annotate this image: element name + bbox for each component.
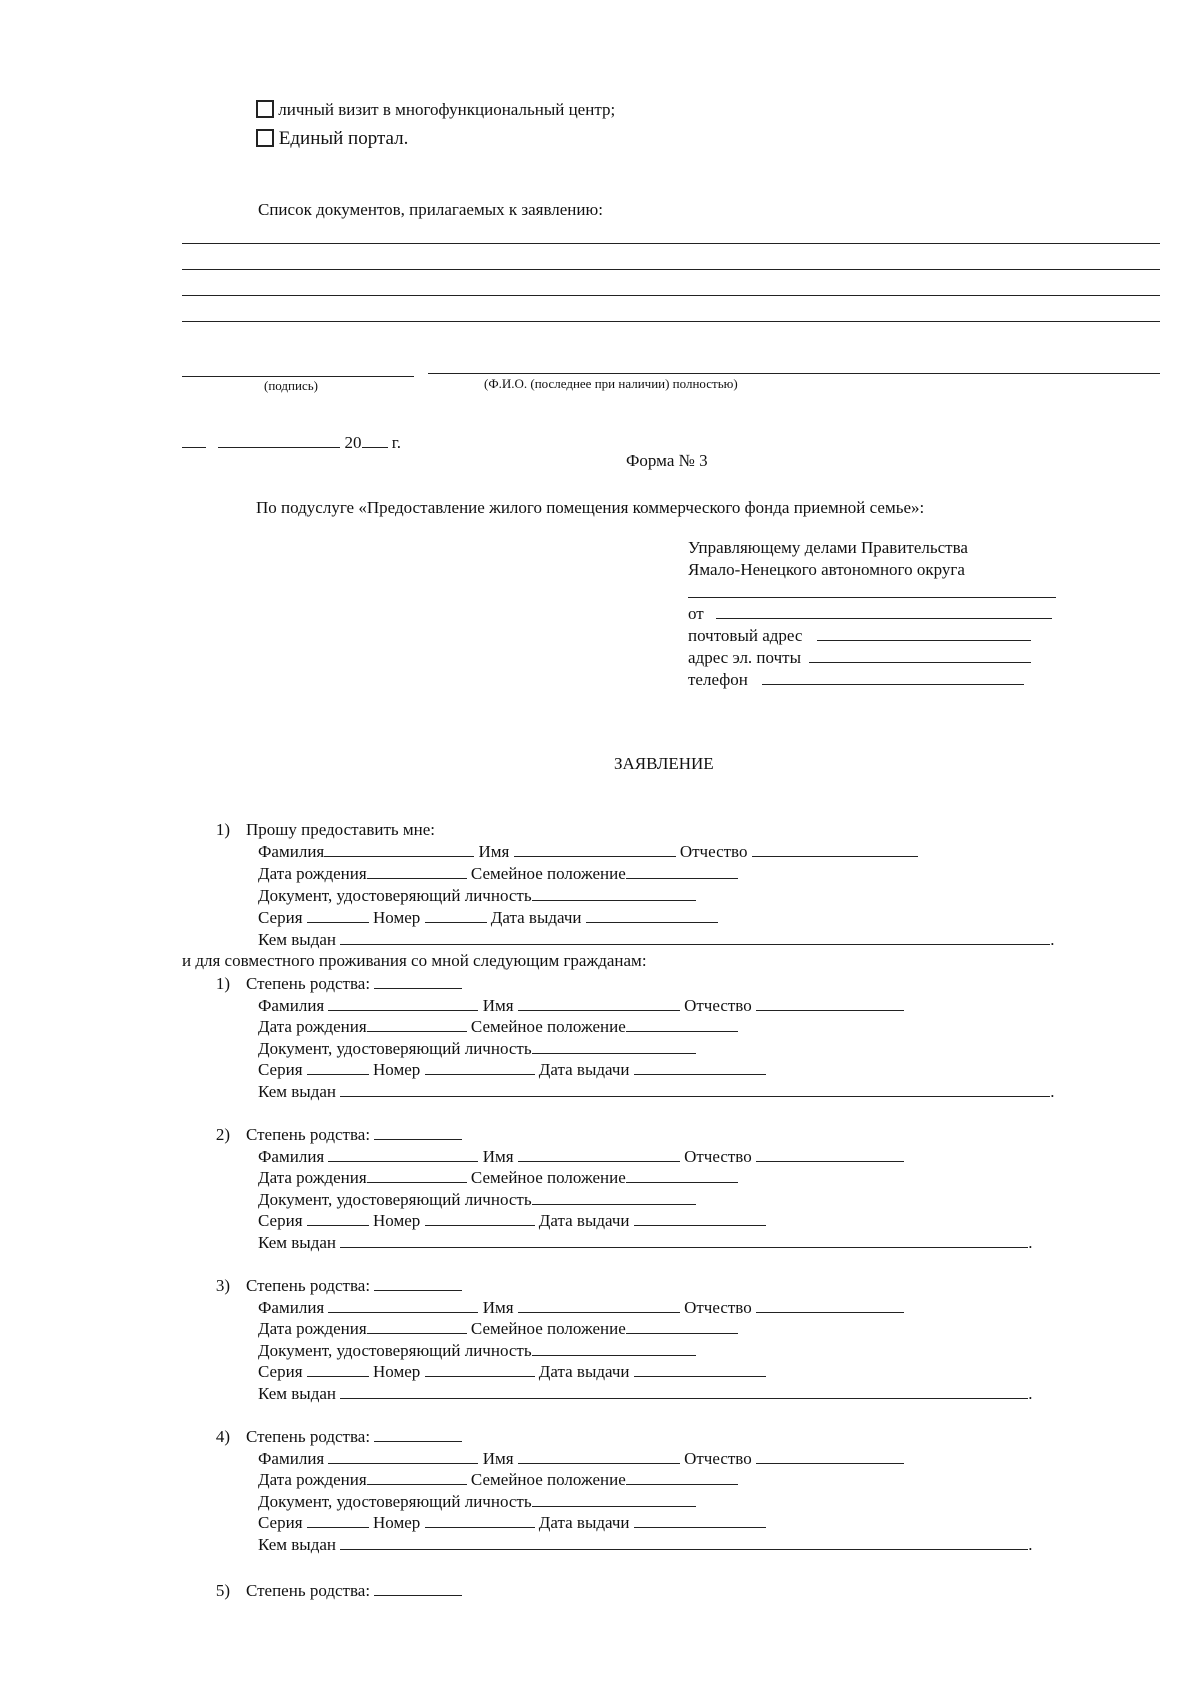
documents-heading: Список документов, прилагаемых к заявлению: — [258, 200, 603, 219]
applicant-surname-label: Фамилия — [258, 842, 325, 861]
relative-number: 3) — [215, 1276, 230, 1295]
relative-id-row[interactable] — [258, 1340, 696, 1361]
relative-issue-label: Дата выдачи — [538, 1211, 630, 1231]
relative-surname-label: Фамилия — [258, 1146, 325, 1166]
relative-birth-row[interactable] — [258, 1167, 738, 1188]
fio-caption: (Ф.И.О. (последнее при наличии) полностью) — [484, 376, 738, 391]
relative-name-label: Имя — [482, 1448, 514, 1468]
relative-issuer-label: Кем выдан — [258, 1233, 336, 1252]
relative-id-row[interactable] — [258, 1491, 696, 1512]
relative-passport-row[interactable] — [258, 1512, 766, 1533]
addressee-postal[interactable] — [688, 625, 1031, 646]
relative-surname-label: Фамилия — [258, 995, 325, 1015]
form-number: Форма № 3 — [626, 451, 708, 470]
date-year-suffix: г. — [391, 433, 402, 452]
relative-birth-row[interactable] — [258, 1469, 738, 1490]
applicant-intro-row — [200, 820, 435, 840]
relative-series-label: Серия — [258, 1362, 303, 1382]
relative-relation-row[interactable] — [200, 973, 462, 994]
applicant-name-label: Имя — [478, 842, 510, 861]
relative-name-label: Имя — [482, 995, 514, 1015]
relative-name-row[interactable] — [258, 995, 904, 1016]
option-portal-label: Единый портал. — [278, 128, 409, 149]
relative-birth-row[interactable] — [258, 1318, 738, 1339]
applicant-number-label: Номер — [373, 908, 421, 927]
relative-patronymic-label: Отчество — [684, 1146, 752, 1166]
applicant-name-row[interactable] — [258, 841, 918, 862]
relative-family-label: Семейное положение — [470, 1017, 626, 1037]
documents-line-2[interactable] — [182, 269, 1160, 270]
relative-name-row[interactable] — [258, 1297, 904, 1318]
date-year-prefix: 20 — [344, 433, 362, 452]
documents-line-4[interactable] — [182, 321, 1160, 322]
relative-family-label: Семейное положение — [470, 1470, 626, 1490]
relative-issuer-row[interactable]: Кем выдан . — [258, 1384, 1033, 1403]
relative-relation-label: Степень родства: — [246, 1427, 371, 1446]
relative-issuer-row[interactable]: Кем выдан . — [258, 1233, 1033, 1252]
fio-line[interactable] — [428, 373, 1160, 374]
relative-birth-row[interactable] — [258, 1016, 738, 1037]
checkbox-portal[interactable] — [256, 129, 274, 147]
relative-id-label: Документ, удостоверяющий личность — [258, 1340, 532, 1360]
relative-issue-label: Дата выдачи — [538, 1060, 630, 1080]
relative-patronymic-label: Отчество — [684, 1448, 752, 1468]
documents-line-3[interactable] — [182, 295, 1160, 296]
addressee-line-2: Ямало-Ненецкого автономного округа — [688, 560, 965, 579]
applicant-birth-row[interactable] — [258, 863, 738, 884]
relative-issuer-label: Кем выдан — [258, 1535, 336, 1554]
cohabitants-heading: и для совместного проживания со мной следующим гражданам: — [182, 951, 647, 970]
addressee-phone[interactable] — [688, 669, 1024, 690]
phone-label: телефон — [688, 670, 748, 689]
relative-number-label: Номер — [373, 1060, 421, 1080]
applicant-issue-label: Дата выдачи — [490, 908, 582, 927]
applicant-birth-label: Дата рождения — [258, 864, 367, 883]
relative-issuer-label: Кем выдан — [258, 1384, 336, 1403]
applicant-issuer-label: Кем выдан — [258, 930, 336, 949]
relative-id-label: Документ, удостоверяющий личность — [258, 1189, 532, 1209]
relative-series-label: Серия — [258, 1211, 303, 1231]
relative-id-row[interactable] — [258, 1038, 696, 1059]
applicant-number: 1) — [215, 820, 230, 839]
from-label: от — [688, 604, 704, 623]
relative-series-label: Серия — [258, 1060, 303, 1080]
date-line[interactable] — [182, 432, 401, 453]
addressee-blank-line[interactable] — [688, 597, 1056, 598]
signature-caption: (подпись) — [264, 378, 318, 393]
relative-issuer-row[interactable]: Кем выдан . — [258, 1535, 1033, 1554]
relative-issuer-label: Кем выдан — [258, 1082, 336, 1101]
addressee-line-1: Управляющему делами Правительства — [688, 538, 968, 557]
relative-birth-label: Дата рождения — [258, 1319, 367, 1339]
applicant-id-label: Документ, удостоверяющий личность — [258, 886, 532, 905]
relative-surname-label: Фамилия — [258, 1448, 325, 1468]
relative-relation-label: Степень родства: — [246, 1125, 371, 1144]
relative-relation-row[interactable] — [200, 1124, 462, 1145]
relative-id-label: Документ, удостоверяющий личность — [258, 1491, 532, 1511]
relative-name-row[interactable] — [258, 1146, 904, 1167]
relative-number-label: Номер — [373, 1362, 421, 1382]
relative-surname-label: Фамилия — [258, 1297, 325, 1317]
relative-relation-row[interactable] — [200, 1275, 462, 1296]
checkbox-mfc[interactable] — [256, 100, 274, 118]
signature-line[interactable] — [182, 376, 414, 377]
relative-birth-label: Дата рождения — [258, 1168, 367, 1188]
applicant-passport-row[interactable] — [258, 907, 718, 928]
relative5-row[interactable] — [200, 1580, 462, 1601]
relative-patronymic-label: Отчество — [684, 995, 752, 1015]
relative-passport-row[interactable] — [258, 1210, 766, 1231]
relative-name-row[interactable] — [258, 1448, 904, 1469]
option-mfc[interactable] — [256, 100, 615, 120]
relative-number: 2) — [215, 1125, 230, 1144]
relative5-number: 5) — [215, 1581, 230, 1600]
relative-passport-row[interactable] — [258, 1361, 766, 1382]
relative-relation-label: Степень родства: — [246, 1276, 371, 1295]
document-title: ЗАЯВЛЕНИЕ — [614, 754, 714, 773]
applicant-patronymic-label: Отчество — [679, 842, 748, 861]
relative-issue-label: Дата выдачи — [538, 1362, 630, 1382]
relative-series-label: Серия — [258, 1513, 303, 1533]
applicant-series-label: Серия — [258, 908, 303, 927]
relative-name-label: Имя — [482, 1297, 514, 1317]
applicant-family-label: Семейное положение — [470, 864, 626, 883]
relative-relation-label: Степень родства: — [246, 974, 371, 993]
relative-relation-row[interactable] — [200, 1426, 462, 1447]
relative-issue-label: Дата выдачи — [538, 1513, 630, 1533]
option-portal[interactable] — [256, 128, 408, 150]
relative5-relation-label: Степень родства: — [246, 1581, 371, 1600]
applicant-id-row[interactable] — [258, 885, 696, 906]
relative-number: 4) — [215, 1427, 230, 1446]
relative-id-label: Документ, удостоверяющий личность — [258, 1038, 532, 1058]
relative-family-label: Семейное положение — [470, 1168, 626, 1188]
relative-birth-label: Дата рождения — [258, 1470, 367, 1490]
subservice-heading: По подуслуге «Предоставление жилого помещения коммерческого фонда приемной семье»: — [256, 498, 925, 517]
addressee-from[interactable] — [688, 603, 1052, 624]
postal-label: почтовый адрес — [688, 626, 803, 645]
applicant-issuer-row[interactable]: Кем выдан . — [258, 930, 1055, 949]
documents-line-1[interactable] — [182, 243, 1160, 244]
relative-passport-row[interactable] — [258, 1059, 766, 1080]
relative-id-row[interactable] — [258, 1189, 696, 1210]
email-label: адрес эл. почты — [688, 648, 801, 667]
applicant-intro: Прошу предоставить мне: — [246, 820, 436, 839]
relative-number-label: Номер — [373, 1211, 421, 1231]
relative-birth-label: Дата рождения — [258, 1017, 367, 1037]
relative-issuer-row[interactable]: Кем выдан . — [258, 1082, 1055, 1101]
option-mfc-label: личный визит в многофункциональный центр; — [278, 100, 616, 119]
relative-name-label: Имя — [482, 1146, 514, 1166]
relative-number-label: Номер — [373, 1513, 421, 1533]
relative-number: 1) — [215, 974, 230, 993]
relative-patronymic-label: Отчество — [684, 1297, 752, 1317]
relative-family-label: Семейное положение — [470, 1319, 626, 1339]
addressee-email[interactable] — [688, 647, 1031, 668]
